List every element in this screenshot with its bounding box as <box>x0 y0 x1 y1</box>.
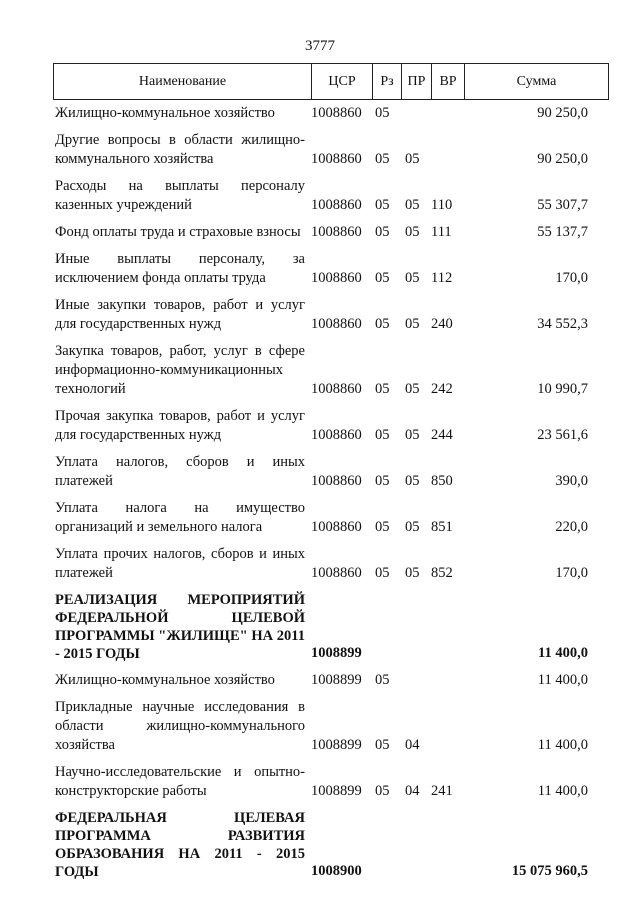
row-csr: 1008860 <box>311 224 362 240</box>
row-sum: 55 137,7 <box>537 224 588 240</box>
row-name: Прочая закупка товаров, работ и услуг для государственных нужд <box>55 408 305 443</box>
row-csr: 1008899 <box>311 783 362 799</box>
row-rz: 05 <box>375 381 390 397</box>
row-sum: 170,0 <box>555 270 588 286</box>
row-sum: 34 552,3 <box>537 316 588 332</box>
row-pr: 05 <box>405 316 420 332</box>
row-name: Жилищно-коммунальное хозяйство <box>55 672 275 688</box>
row-csr: 1008860 <box>311 519 362 535</box>
row-name: Иные выплаты персоналу, за исключением фонда оплаты труда <box>55 251 305 286</box>
row-name: Жилищно-коммунальное хозяйство <box>55 105 275 121</box>
table-row <box>55 177 588 215</box>
row-name: Уплата налога на имущество организаций и земельного налога <box>55 500 305 535</box>
row-pr: 05 <box>405 197 420 213</box>
row-sum: 170,0 <box>555 565 588 581</box>
table-row <box>55 342 588 399</box>
row-pr: 05 <box>405 565 420 581</box>
table-row <box>55 698 588 755</box>
row-name: Фонд оплаты труда и страховые взносы <box>55 224 301 240</box>
row-sum: 390,0 <box>555 473 588 489</box>
row-name: Расходы на выплаты персоналу казенных учреждений <box>55 178 305 213</box>
table-row <box>55 223 588 242</box>
program-row <box>55 809 588 881</box>
row-rz: 05 <box>375 473 390 489</box>
row-name: Иные закупки товаров, работ и услуг для государственных нужд <box>55 297 305 332</box>
row-csr: 1008860 <box>311 151 362 167</box>
row-rz: 05 <box>375 270 390 286</box>
table-row <box>55 671 588 690</box>
header-sum: Сумма <box>516 73 557 89</box>
row-sum: 90 250,0 <box>537 105 588 121</box>
row-rz: 05 <box>375 737 390 753</box>
row-rz: 05 <box>375 783 390 799</box>
row-csr: 1008860 <box>311 270 362 286</box>
header-name: Наименование <box>54 64 312 99</box>
row-csr: 1008860 <box>311 427 362 443</box>
row-pr: 05 <box>405 381 420 397</box>
row-sum: 11 400,0 <box>537 672 588 688</box>
header-rz: Рз <box>373 64 402 99</box>
table-row <box>55 453 588 491</box>
header-csr: ЦСР <box>312 64 373 99</box>
table-row <box>55 407 588 445</box>
row-rz: 05 <box>375 316 390 332</box>
row-rz: 05 <box>375 672 390 688</box>
row-sum: 10 990,7 <box>537 381 588 397</box>
row-name: Уплата налогов, сборов и иных платежей <box>55 454 305 489</box>
row-vr: 241 <box>431 783 453 799</box>
row-csr: 1008899 <box>311 737 362 753</box>
table-row <box>55 763 588 801</box>
table-header <box>53 63 609 100</box>
row-pr: 05 <box>405 270 420 286</box>
row-name: Прикладные научные исследования в области жилищно-коммунального хозяйства <box>55 699 305 753</box>
row-pr: 05 <box>405 473 420 489</box>
row-pr: 05 <box>405 151 420 167</box>
row-vr: 110 <box>431 197 453 213</box>
row-name: Научно-исследовательские и опытно-конструкторские работы <box>55 764 305 799</box>
table-row <box>55 545 588 583</box>
table-body <box>55 104 588 889</box>
row-name: Другие вопросы в области жилищно-коммунального хозяйства <box>55 132 305 167</box>
row-sum: 90 250,0 <box>537 151 588 167</box>
table-row <box>55 104 588 123</box>
row-sum: 220,0 <box>555 519 588 535</box>
row-csr: 1008860 <box>311 565 362 581</box>
row-sum: 11 400,0 <box>537 783 588 799</box>
row-csr: 1008860 <box>311 381 362 397</box>
row-rz: 05 <box>375 224 390 240</box>
row-vr: 242 <box>431 381 453 397</box>
row-sum: 55 307,7 <box>537 197 588 213</box>
header-vr: ВР <box>432 64 465 99</box>
row-pr: 05 <box>405 519 420 535</box>
row-vr: 112 <box>431 270 453 286</box>
row-pr: 05 <box>405 427 420 443</box>
row-sum: 23 561,6 <box>537 427 588 443</box>
row-vr: 850 <box>431 473 453 489</box>
row-name: ФЕДЕРАЛЬНАЯ ЦЕЛЕВАЯ ПРОГРАММА РАЗВИТИЯ ОБРАЗОВАНИЯ НА 2011 - 2015 ГОДЫ <box>55 810 305 880</box>
row-name: Уплата прочих налогов, сборов и иных платежей <box>55 546 305 581</box>
row-rz: 05 <box>375 197 390 213</box>
row-vr: 852 <box>431 565 453 581</box>
row-csr: 1008860 <box>311 197 362 213</box>
row-vr: 240 <box>431 316 453 332</box>
row-sum: 11 400,0 <box>538 645 588 661</box>
row-rz: 05 <box>375 105 390 121</box>
program-row <box>55 591 588 663</box>
row-rz: 05 <box>375 519 390 535</box>
row-sum: 15 075 960,5 <box>511 863 588 879</box>
row-csr: 1008899 <box>311 645 362 661</box>
row-rz: 05 <box>375 565 390 581</box>
page-number: 3777 <box>305 38 335 54</box>
row-csr: 1008860 <box>311 473 362 489</box>
row-pr: 04 <box>405 737 420 753</box>
table-row <box>55 131 588 169</box>
row-sum: 11 400,0 <box>537 737 588 753</box>
row-name: РЕАЛИЗАЦИЯ МЕРОПРИЯТИЙ ФЕДЕРАЛЬНОЙ ЦЕЛЕВОЙ ПРОГРАММЫ "ЖИЛИЩЕ" НА 2011 - 2015 ГОДЫ <box>55 592 305 662</box>
header-pr: ПР <box>402 64 432 99</box>
row-csr: 1008860 <box>311 316 362 332</box>
table-row <box>55 250 588 288</box>
row-vr: 111 <box>431 224 452 240</box>
table-row <box>55 296 588 334</box>
row-vr: 851 <box>431 519 453 535</box>
row-pr: 04 <box>405 783 420 799</box>
row-csr: 1008900 <box>311 863 362 879</box>
row-rz: 05 <box>375 151 390 167</box>
table-row <box>55 499 588 537</box>
row-name: Закупка товаров, работ, услуг в сфере информационно-коммуникационных технологий <box>55 343 305 397</box>
row-rz: 05 <box>375 427 390 443</box>
row-vr: 244 <box>431 427 453 443</box>
row-csr: 1008899 <box>311 672 362 688</box>
row-pr: 05 <box>405 224 420 240</box>
row-csr: 1008860 <box>311 105 362 121</box>
